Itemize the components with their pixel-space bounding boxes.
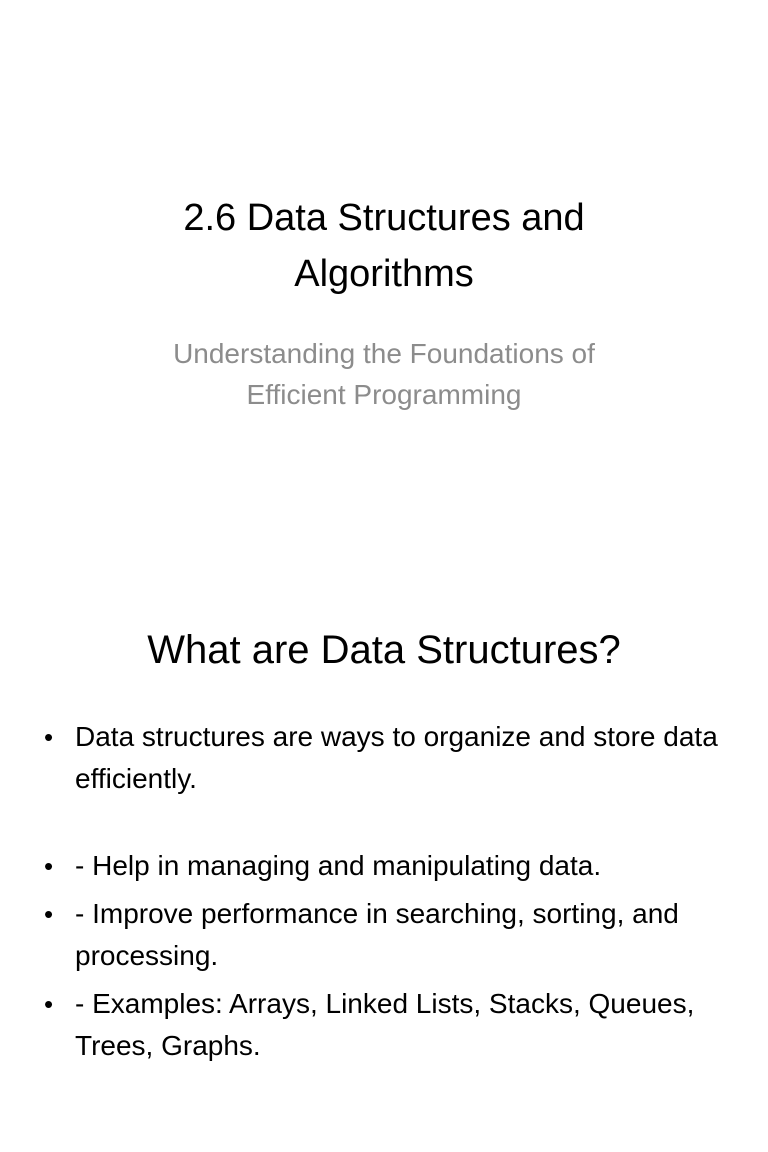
bullet-item [38, 845, 728, 887]
bullet-item [38, 983, 728, 1067]
slide-data-structures [0, 576, 768, 1152]
bullet-list [38, 716, 728, 1073]
slide-2-heading: What are Data Structures? [147, 628, 621, 672]
bullet-dot-icon: • [44, 989, 54, 1019]
bullet-dot-icon: • [44, 899, 54, 929]
bullet-text: Data structures are ways to organize and store data efficiently. [75, 721, 718, 794]
bullet-dot-icon: • [44, 722, 54, 752]
bullet-text: - Examples: Arrays, Linked Lists, Stacks, Queues, Trees, Graphs. [75, 988, 695, 1061]
bullet-dot-icon: • [44, 851, 54, 881]
bullet-item [38, 893, 728, 977]
slide-subtitle: Understanding the Foundations of Efficient Programming [173, 338, 595, 410]
bullet-text: - Improve performance in searching, sorting, and processing. [75, 898, 679, 971]
bullet-item [38, 716, 728, 800]
slide-title-heading: 2.6 Data Structures and Algorithms [183, 197, 585, 295]
bullet-text: - Help in managing and manipulating data. [75, 850, 602, 881]
